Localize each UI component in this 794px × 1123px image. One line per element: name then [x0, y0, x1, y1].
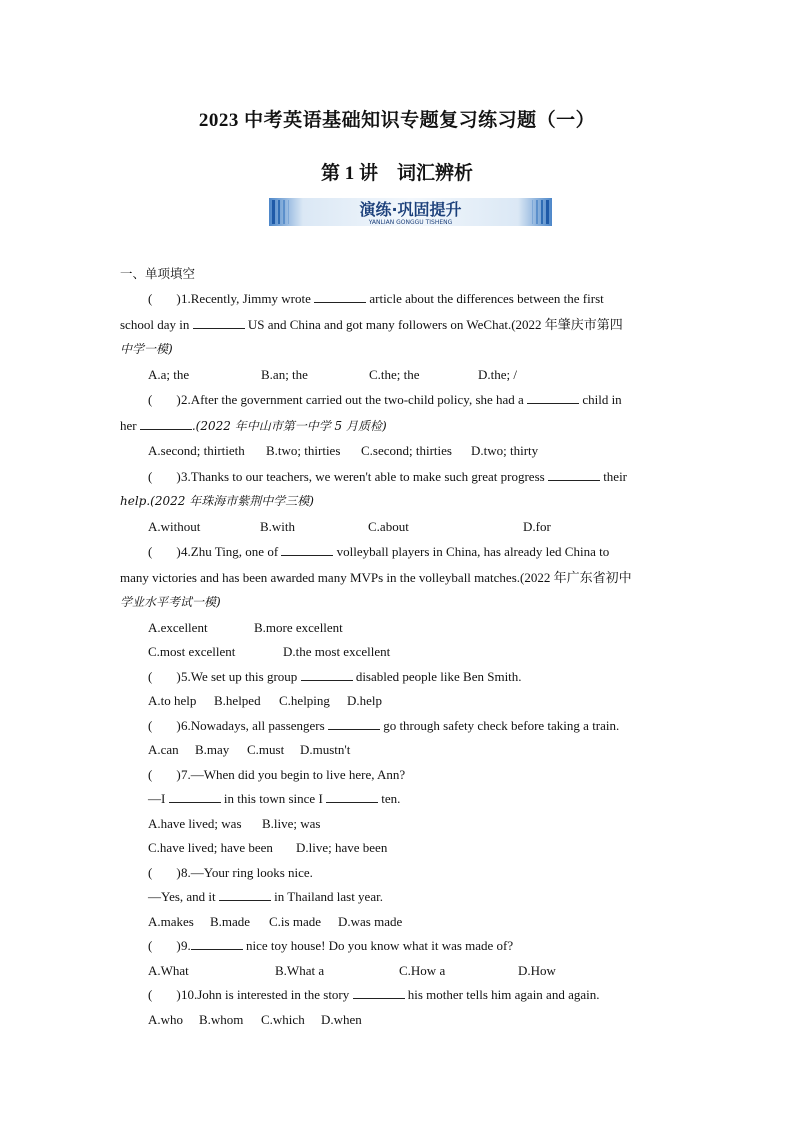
answer-blank — [169, 792, 221, 803]
answer-paren: ( ) — [148, 291, 181, 306]
answer-blank — [219, 890, 271, 901]
question-1: ( )1.Recently, Jimmy wrote article about the differences between the first — [120, 286, 674, 312]
answer-blank — [301, 670, 353, 681]
options-2: A.second; thirtieth B.two; thirties C.second; thirties D.two; thirty — [148, 443, 539, 458]
answer-blank — [191, 939, 243, 950]
answer-blank — [328, 719, 380, 730]
answer-blank — [193, 318, 245, 329]
options-5: A.to help B.helped C.helping D.help — [148, 693, 383, 708]
question-4: ( )4.Zhu Ting, one of volleyball players in China, has already led China to — [148, 544, 610, 559]
options-7a: A.have lived; was B.live; was — [148, 815, 321, 831]
options-6: A.can B.may C.must D.mustn't — [148, 742, 351, 757]
answer-blank — [314, 292, 366, 303]
answer-blank — [326, 792, 378, 803]
question-10: ( )10.John is interested in the story his mother tells him again and again. — [148, 987, 600, 1002]
answer-blank — [527, 393, 579, 404]
answer-blank — [281, 545, 333, 556]
banner-pinyin: YANLIAN GONGGU TISHENG — [368, 219, 453, 226]
options-1: A.a; the B.an; the C.the; the D.the; / — [148, 366, 517, 382]
question-9: ( )9. nice toy house! Do you know what it was made of? — [148, 938, 514, 953]
answer-blank — [353, 988, 405, 999]
options-4b: C.most excellent D.the most excellent — [148, 644, 391, 659]
document-title: 2023 中考英语基础知识专题复习练习题（一） — [198, 110, 596, 131]
options-4a: A.excellent B.more excellent — [148, 619, 343, 635]
practice-banner — [269, 198, 552, 226]
question-3: ( )3.Thanks to our teachers, we weren't able to make such great progress their — [148, 468, 628, 484]
exercise-body: 一、单项填空 ( )1.Recently, Jimmy wrote article about the differences between the first school day in US and China and got many followers on WeChat.(2022 年肇庆市第四 中学一模) A.a; the B.an; the C.the; the D.the; / ( )2.After the government carried out the two-child policy, she had a child in her .(2022 年中山市第一中学 5 月质检) A.second; thirtieth B.two; thirties C.second; thirties D.two; thirty ( )3.Thanks to our teachers, we weren't able to make such great progress their help.(2022 年珠海市紫荆中学三模) A.without B.with C.about D.for ( )4.Zhu Ting, one of volleyball players in China, has already led China to many victories and has been awarded many MVPs in the volleyball matches.(2022 年广东省初中 学业水平考试一模) A.excellent B.more excellent C.most excellent D.the most excellent ( )5.We set up this group disabled people like Ben Smith. A.to help B.helped C.helping D.help ( )6.Nowadays, all passengers go through safety check before taking a train. A.can B.may C.must D.mustn't ( )7.—When did you begin to live here, Ann? —I in this town since I ten. A.have lived; was B.live; was C.have lived; have been D.live; have been ( )8.—Your ring looks nice. —Yes, and it in Thailand last year. A.makes B.made C.is made D.was made ( )9. nice toy house! Do you know what it was made of? A.What B.What a C.How a D.How ( )10.John is interested in the story his mother tells him again and again. A.who B.whom C.which D.when — [120, 262, 674, 1032]
section-label: 一、单项填空 — [120, 267, 196, 281]
options-3: A.without B.with C.about D.for — [148, 518, 551, 534]
options-8: A.makes B.made C.is made D.was made — [148, 913, 403, 929]
banner-title: 演练·巩固提升 — [359, 200, 462, 219]
options-9: A.What B.What a C.How a D.How — [148, 962, 556, 978]
question-7: ( )7.—When did you begin to live here, Ann? — [148, 766, 406, 782]
options-10: A.who B.whom C.which D.when — [148, 1011, 362, 1027]
lesson-title: 第 1 讲 词汇辨析 — [320, 163, 473, 184]
question-5: ( )5.We set up this group disabled people like Ben Smith. — [148, 668, 522, 684]
question-2: ( )2.After the government carried out the two-child policy, she had a child in — [148, 392, 622, 407]
options-7b: C.have lived; have been D.live; have been — [148, 840, 388, 855]
question-8: ( )8.—Your ring looks nice. — [148, 864, 313, 880]
question-6: ( )6.Nowadays, all passengers go through safety check before taking a train. — [148, 717, 620, 733]
answer-blank — [548, 470, 600, 481]
answer-blank — [140, 419, 192, 430]
